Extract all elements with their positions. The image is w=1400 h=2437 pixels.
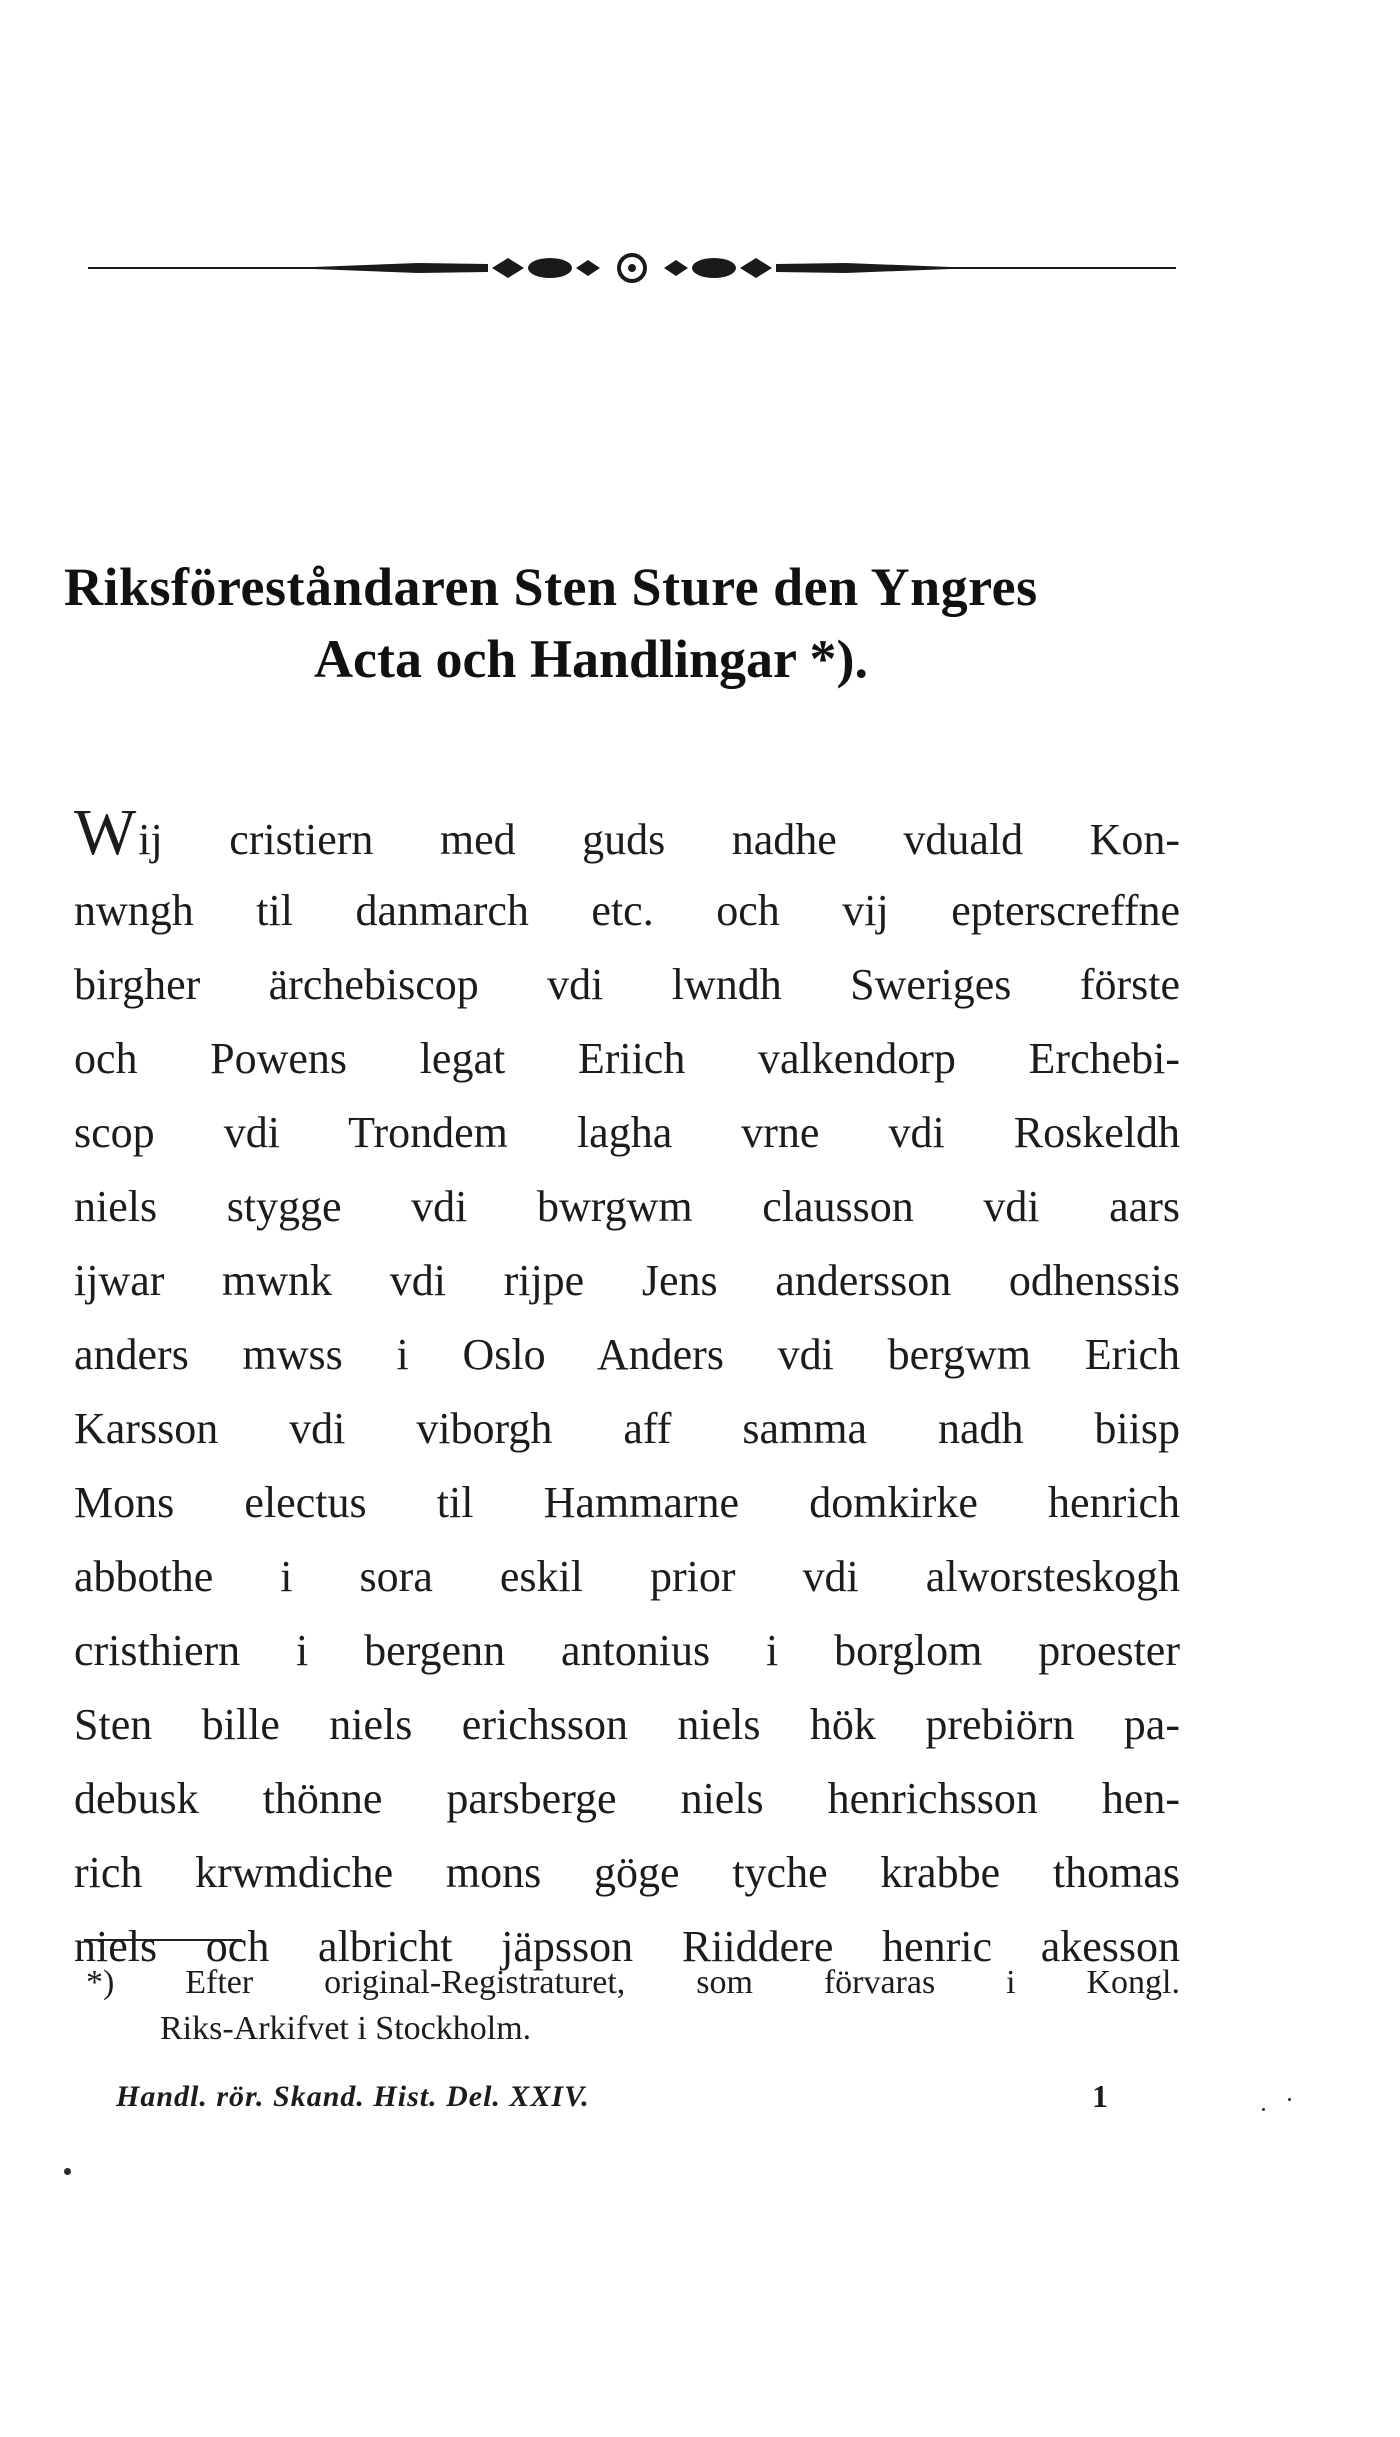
body-line: Karsson vdi viborgh aff samma nadh biisp bbox=[74, 1404, 1180, 1453]
scan-speck bbox=[64, 2168, 71, 2175]
scan-speck bbox=[1262, 2108, 1265, 2111]
body-line: Mons electus til Hammarne domkirke henrich bbox=[74, 1478, 1180, 1527]
body-line: scop vdi Trondem lagha vrne vdi Roskeldh bbox=[74, 1108, 1180, 1157]
footnote bbox=[86, 1960, 1180, 2052]
body-line: niels stygge vdi bwrgwm clausson vdi aars bbox=[74, 1182, 1180, 1231]
body-line: abbothe i sora eskil prior vdi alworsteskogh bbox=[74, 1552, 1180, 1601]
document-title-line-1: Riksföreståndaren Sten Sture den Yngres bbox=[64, 557, 1038, 617]
body-line: niels och albricht jäpsson Riiddere henric akesson bbox=[74, 1922, 1180, 1971]
body-line: cristhiern i bergenn antonius i borglom proester bbox=[74, 1626, 1180, 1675]
body-line: Wij cristiern med guds nadhe vduald Kon- bbox=[74, 796, 1180, 869]
body-line: Sten bille niels erichsson niels hök prebiörn pa- bbox=[74, 1700, 1180, 1749]
body-text bbox=[74, 796, 1180, 1984]
body-line: nwngh til danmarch etc. och vij epterscreffne bbox=[74, 886, 1180, 935]
body-line: birgher ärchebiscop vdi lwndh Sweriges förste bbox=[74, 960, 1180, 1009]
document-title-line-2: Acta och Handlingar *). bbox=[314, 629, 869, 689]
body-line: rich krwmdiche mons göge tyche krabbe thomas bbox=[74, 1848, 1180, 1897]
body-line: ijwar mwnk vdi rijpe Jens andersson odhenssis bbox=[74, 1256, 1180, 1305]
sheet-number: 1 bbox=[1092, 2078, 1108, 2114]
scan-speck bbox=[1288, 2098, 1291, 2101]
footnote-line: *) Efter original-Registraturet, som förvaras i Kongl. bbox=[86, 1964, 1180, 2001]
drop-cap: W bbox=[74, 796, 137, 869]
ornament-rule bbox=[88, 252, 1176, 284]
body-line: debusk thönne parsberge niels henrichsson hen- bbox=[74, 1774, 1180, 1823]
body-line: anders mwss i Oslo Anders vdi bergwm Erich bbox=[74, 1330, 1180, 1379]
footnote-line: Riks-Arkifvet i Stockholm. bbox=[160, 2010, 532, 2047]
footnote-rule bbox=[84, 1939, 242, 1941]
body-line: och Powens legat Eriich valkendorp Erchebi- bbox=[74, 1034, 1180, 1083]
signature-mark: Handl. rör. Skand. Hist. Del. XXIV. bbox=[116, 2080, 590, 2113]
